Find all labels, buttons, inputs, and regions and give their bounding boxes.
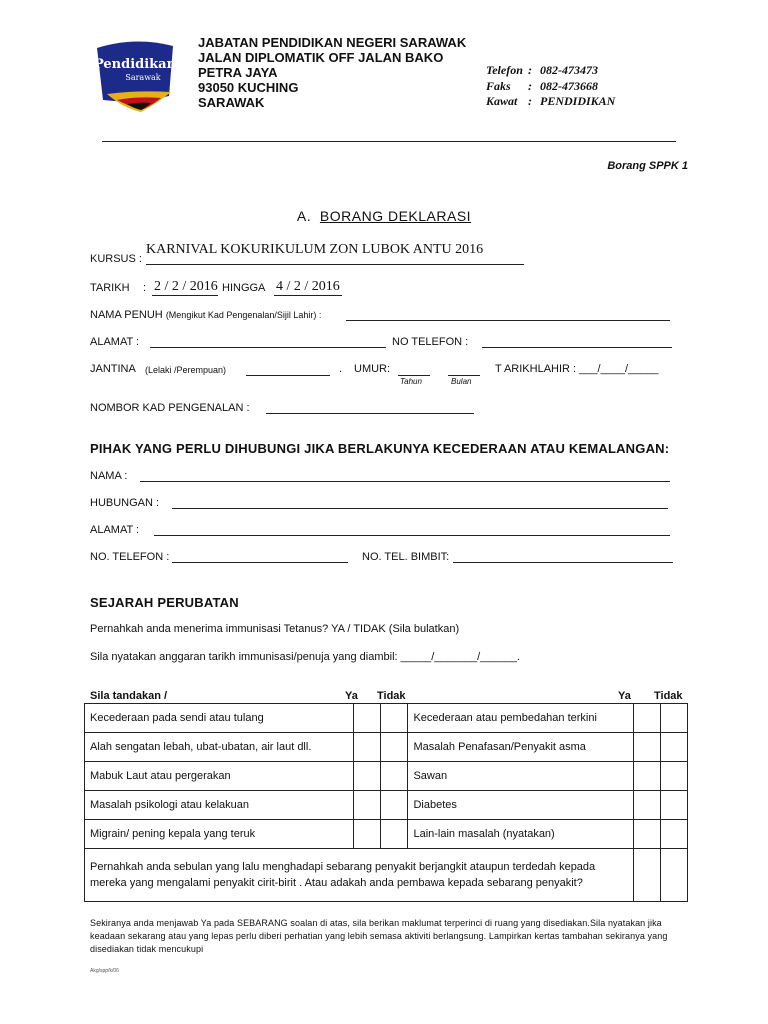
ic-label: NOMBOR KAD PENGENALAN : [90, 402, 250, 414]
no-telefon-label: NO TELEFON : [392, 336, 469, 348]
table-row [85, 762, 688, 791]
checkbox-tidak[interactable] [661, 849, 688, 902]
address-line-5: SARAWAK [198, 95, 265, 110]
immunisation-date-question[interactable]: Sila nyatakan anggaran tarikh immunisasi/penuja yang diambil: _____/_______/______. [90, 651, 520, 663]
checkbox-ya[interactable] [634, 820, 661, 849]
jantina-hint: (Lelaki /Perempuan) [145, 365, 227, 375]
section-heading: BORANG DEKLARASI [319, 208, 472, 224]
alamat-label: ALAMAT : [90, 336, 140, 348]
medical-checklist-table [84, 703, 688, 902]
condition-right: Diabetes [408, 791, 634, 820]
question-line-2: mereka yang mengalami penyakit cirit-birit . Atau adakah anda pembawa kepada sebarang penyakit? [90, 877, 583, 889]
condition-left: Masalah psikologi atau kelakuan [85, 791, 354, 820]
emergency-nama-label: NAMA : [90, 470, 128, 482]
footer-note: Sekiranya anda menjawab Ya pada SEBARANG soalan di atas, sila berikan maklumat terperinci di ruang yang disediakan.Sila nyatakan jika keadaan sekarang atau yang lepas perlu diberi perhatian yang lebih semasa aktiviti berlangsung. Lampirkan kertas tambahan sekiranya yang disediakan tidak mencukupi [90, 918, 668, 954]
checkbox-tidak[interactable] [661, 704, 688, 733]
condition-right: Masalah Penafasan/Penyakit asma [408, 733, 634, 762]
emergency-bimbit-label: NO. TEL. BIMBIT: [362, 551, 450, 563]
table-row [85, 733, 688, 762]
table-header-ya-right: Ya [618, 690, 631, 702]
tahun-label: Tahun [400, 377, 422, 386]
tarikh-colon: : [143, 282, 147, 294]
table-header-label: Sila tandakan / [90, 690, 168, 702]
no-telefon-field[interactable] [482, 347, 672, 348]
checkbox-tidak[interactable] [661, 762, 688, 791]
medical-heading: SEJARAH PERUBATAN [90, 595, 239, 610]
contact-value: 082-473473 [540, 63, 598, 77]
pendidikan-sarawak-logo [93, 38, 177, 116]
checkbox-tidak[interactable] [661, 733, 688, 762]
table-header-tidak-right: Tidak [654, 690, 683, 702]
checkbox-tidak[interactable] [381, 704, 408, 733]
nama-penuh-hint: (Mengikut Kad Pengenalan/Sijil Lahir) : [165, 310, 322, 320]
table-header-tidak-left: Tidak [377, 690, 406, 702]
tarikh-to-line [274, 295, 342, 296]
emergency-alamat-field[interactable] [154, 535, 670, 536]
jantina-field[interactable] [246, 375, 330, 376]
nama-penuh-field[interactable] [346, 320, 670, 321]
table-row [85, 849, 688, 902]
section-title [0, 208, 768, 224]
address-line-2: JALAN DIPLOMATIK OFF JALAN BAKO [198, 50, 444, 65]
alamat-field[interactable] [150, 347, 386, 348]
contact-telefon: Telefon : 082-473473 [486, 63, 598, 77]
condition-left: Mabuk Laut atau pergerakan [85, 762, 354, 791]
svg-text:Sarawak: Sarawak [125, 73, 161, 82]
condition-right: Kecederaan atau pembedahan terkini [408, 704, 634, 733]
tetanus-question[interactable]: Pernahkah anda menerima immunisasi Tetanus? YA / TIDAK (Sila bulatkan) [90, 623, 460, 635]
condition-right: Lain-lain masalah (nyatakan) [408, 820, 634, 849]
emergency-bimbit-field[interactable] [453, 562, 673, 563]
checkbox-tidak[interactable] [381, 733, 408, 762]
contact-label: Telefon [486, 63, 523, 77]
checkbox-ya[interactable] [354, 733, 381, 762]
table-row [85, 791, 688, 820]
condition-right: Sawan [408, 762, 634, 791]
umur-tahun-field[interactable] [398, 375, 430, 376]
umur-bulan-field[interactable] [448, 375, 480, 376]
emergency-hubungan-field[interactable] [172, 508, 668, 509]
table-row [85, 820, 688, 849]
checkbox-tidak[interactable] [381, 820, 408, 849]
emergency-heading: PIHAK YANG PERLU DIHUBUNGI JIKA BERLAKUNYA KECEDERAAN ATAU KEMALANGAN: [90, 441, 670, 456]
tarikh-from-value[interactable]: 2 / 2 / 2016 [154, 279, 218, 294]
checkbox-ya[interactable] [354, 791, 381, 820]
checkbox-ya[interactable] [634, 733, 661, 762]
tarikh-label: TARIKH [90, 282, 130, 294]
contact-label: Faks [486, 79, 511, 93]
contact-value: 082-473668 [540, 79, 598, 93]
contact-label: Kawat [486, 94, 518, 108]
emergency-nama-field[interactable] [140, 481, 670, 482]
table-header-ya-left: Ya [345, 690, 358, 702]
table-row [85, 704, 688, 733]
form-code: Borang SPPK 1 [607, 160, 688, 172]
umur-label: UMUR: [354, 363, 391, 375]
checkbox-ya[interactable] [634, 849, 661, 902]
contact-kawat: Kawat : PENDIDIKAN [486, 94, 616, 108]
checkbox-ya[interactable] [354, 762, 381, 791]
jantina-dot: . [339, 363, 343, 375]
svg-text:Pendidikan: Pendidikan [93, 57, 177, 72]
address-line-4: 93050 KUCHING [198, 80, 299, 95]
checkbox-tidak[interactable] [661, 820, 688, 849]
emergency-alamat-label: ALAMAT : [90, 524, 140, 536]
emergency-telefon-field[interactable] [172, 562, 348, 563]
address-line-1: JABATAN PENDIDIKAN NEGERI SARAWAK [198, 35, 467, 50]
jantina-label: JANTINA [90, 363, 136, 375]
question-line-1: Pernahkah anda sebulan yang lalu menghadapi sebarang penyakit berjangkit ataupun terdedah kepada [90, 861, 596, 873]
checkbox-ya[interactable] [354, 704, 381, 733]
nama-penuh-label: NAMA PENUH (Mengikut Kad Pengenalan/Sijil Lahir) : [90, 309, 322, 321]
hingga-label: HINGGA [222, 282, 266, 294]
tarikh-lahir-field[interactable]: T ARIKHLAHIR : ___/____/_____ [495, 363, 659, 375]
contact-value: PENDIDIKAN [540, 94, 616, 108]
header-rule [102, 141, 676, 142]
checkbox-tidak[interactable] [381, 762, 408, 791]
emergency-telefon-label: NO. TELEFON : [90, 551, 170, 563]
section-letter: A. [296, 208, 312, 224]
checkbox-ya[interactable] [634, 704, 661, 733]
contact-faks: Faks : 082-473668 [486, 79, 598, 93]
condition-left: Migrain/ pening kepala yang teruk [85, 820, 354, 849]
infectious-disease-question [85, 849, 634, 902]
condition-left: Alah sengatan lebah, ubat-ubatan, air laut dll. [85, 733, 354, 762]
checkbox-ya[interactable] [354, 820, 381, 849]
ic-field[interactable] [266, 413, 474, 414]
footer-ref: Akg/spp/k/06 [90, 968, 119, 974]
tarikh-to-value[interactable]: 4 / 2 / 2016 [276, 279, 340, 294]
bulan-label: Bulan [451, 377, 472, 386]
kursus-value[interactable]: KARNIVAL KOKURIKULUM ZON LUBOK ANTU 2016 [146, 242, 484, 257]
condition-left: Kecederaan pada sendi atau tulang [85, 704, 354, 733]
emergency-hubungan-label: HUBUNGAN : [90, 497, 160, 509]
kursus-field-line [146, 264, 524, 265]
checkbox-ya[interactable] [634, 791, 661, 820]
checkbox-tidak[interactable] [381, 791, 408, 820]
address-line-3: PETRA JAYA [198, 65, 278, 80]
tarikh-from-line [152, 295, 218, 296]
kursus-label: KURSUS : [90, 253, 142, 265]
checkbox-tidak[interactable] [661, 791, 688, 820]
checkbox-ya[interactable] [634, 762, 661, 791]
